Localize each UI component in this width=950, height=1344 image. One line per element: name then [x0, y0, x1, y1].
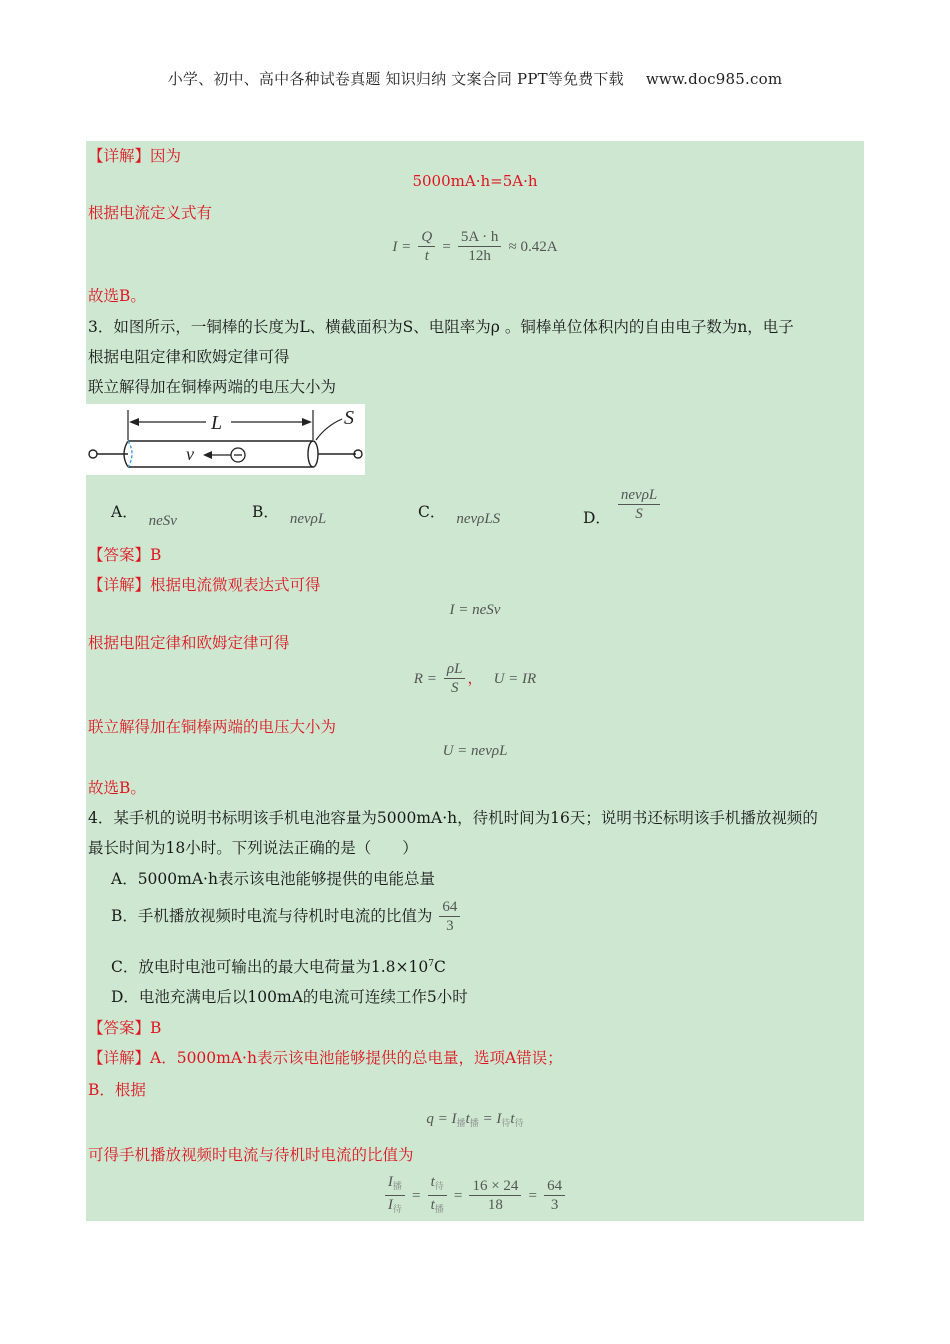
q4-eq1 [86, 1108, 864, 1129]
q4-eq2-frac-res [544, 1177, 565, 1214]
q4-option-c [111, 955, 446, 977]
q4-option-c-post: C [433, 958, 446, 976]
q4-eq2-i-top-sub: 播 [392, 1181, 402, 1191]
q3-option-b [252, 500, 327, 527]
q3-option-b-label: B． [252, 503, 279, 521]
q3-option-d-den: S [635, 506, 643, 522]
q3-option-a-expr: neSv [148, 513, 177, 529]
q4-eq2-frac-mid [469, 1177, 521, 1214]
q4-eq2-frac-i [385, 1173, 405, 1218]
q3-eq2-frac [444, 660, 466, 697]
q4-detail [88, 1046, 563, 1068]
q4-option-b-frac [439, 898, 460, 935]
q3-line2: 根据电阻定律和欧姆定律可得 [88, 348, 290, 366]
q4-eq2-t-top-sub: 待 [434, 1181, 444, 1191]
q2-frac2-num: 5A · h [458, 228, 502, 247]
q2-detail-tag: 【详解】 [88, 147, 151, 165]
q4-eq1-s3: 待 [501, 1119, 511, 1129]
q4-detail-text: A．5000mA·h表示该电池能够提供的总电量，选项A错误； [150, 1049, 563, 1067]
q4-option-c-pre: C．放电时电池可输出的最大电荷量为1.8×10 [111, 958, 429, 976]
q4-eq1-s2: 播 [469, 1119, 479, 1129]
q4-eq1-t1: t [465, 1111, 470, 1127]
q3-option-d-frac [618, 486, 660, 523]
q3-detail [88, 573, 321, 595]
q3-option-d-num: nevρL [618, 486, 660, 505]
q4-option-b-den: 3 [446, 918, 454, 934]
q3-eq1: I = neSv [449, 602, 501, 618]
q3-detail-tag: 【详解】 [88, 576, 151, 594]
q3-option-b-expr: nevρL [289, 511, 327, 527]
q4-eq2-mid-num: 16 × 24 [469, 1177, 521, 1196]
q2-frac2-den: 12h [468, 248, 491, 264]
q4-eq1-eq: = I [478, 1111, 502, 1127]
header-site: www.doc985.com [645, 70, 783, 88]
q2-frac1-num: Q [418, 228, 435, 247]
q4-eq2-t-top: t [430, 1174, 435, 1190]
q4-option-b-text: B．手机播放视频时电流与待机时电流的比值为 [111, 906, 433, 925]
q3-line3: 联立解得加在铜棒两端的电压大小为 [88, 378, 337, 396]
copper-rod-figure [86, 404, 365, 475]
q4-option-b [111, 898, 462, 935]
q3-option-a-label: A． [111, 503, 138, 521]
q4-option-b-num: 64 [439, 898, 460, 917]
q4-answer: 【答案】B [88, 1019, 162, 1037]
q4-detail-tag: 【详解】 [88, 1049, 151, 1067]
page-header [0, 68, 950, 89]
q2-eq2-eq: = [442, 239, 451, 255]
q2-detail-text: 因为 [150, 147, 182, 165]
q3-option-c-label: C． [418, 503, 446, 521]
q4-line2: 最长时间为18小时。下列说法正确的是（ ） [88, 839, 418, 857]
q4-option-a: A．5000mA·h表示该电池能够提供的电能总量 [111, 870, 435, 888]
q2-eq2-frac1 [418, 228, 435, 265]
q2-eq1: 5000mA·h=5A·h [412, 172, 538, 190]
q2-eq2-lhs: I = [392, 239, 412, 255]
q4-eq2-t-bot-sub: 播 [434, 1204, 444, 1214]
q4-option-d: D．电池充满电后以100mA的电流可连续工作5小时 [111, 988, 468, 1006]
q3-eq2-rhs: U = IR [493, 671, 537, 687]
q3-answer: 【答案】B [88, 546, 162, 564]
label-S: S [344, 407, 354, 429]
q4-line-c: 可得手机播放视频时电流与待机时电流的比值为 [88, 1146, 414, 1164]
q4-line1: 4．某手机的说明书标明该手机电池容量为5000mA·h，待机时间为16天；说明书还标明该手机播放视频的 [88, 809, 818, 827]
q3-eq3: U = nevρL [442, 743, 508, 759]
q4-eq2-mid-den: 18 [487, 1197, 503, 1213]
q2-line2: 根据电流定义式有 [88, 204, 213, 222]
q4-eq2-res-num: 64 [544, 1177, 565, 1196]
q3-line3: 联立解得加在铜棒两端的电压大小为 [88, 718, 337, 736]
q4-eq1-t2: t [510, 1111, 515, 1127]
q3-line2: 根据电阻定律和欧姆定律可得 [88, 634, 290, 652]
q3-option-a [111, 500, 177, 529]
q4-line-b: B．根据 [88, 1081, 146, 1099]
q3-eq2-sep: ， [467, 669, 483, 687]
header-text: 小学、初中、高中各种试卷真题 知识归纳 文案合同 PPT等免费下载 [167, 70, 624, 88]
q4-option-c-exp: 7 [428, 958, 434, 969]
q4-eq2-i-bot-sub: 待 [392, 1204, 402, 1214]
q3-eq2-lhs: R = [413, 671, 437, 687]
q3-choice: 故选B。 [88, 779, 146, 797]
q2-eq2-frac2 [458, 228, 502, 265]
q4-eq2-i-bot: I [387, 1197, 393, 1213]
q2-detail [88, 144, 181, 166]
q4-eq2-i-top: I [387, 1174, 393, 1190]
q2-frac1-den: t [424, 248, 429, 264]
q3-eq2 [86, 660, 864, 697]
q4-eq2: $\frac{I_播}{I_待}$ = $\frac{t_待}{t_播}$ = $\frac{16 \times 24}{18}$ = $\frac{64}{3}$ [86, 1173, 864, 1218]
q3-line1: 3．如图所示，一铜棒的长度为L、横截面积为S、电阻率为ρ 。铜棒单位体积内的自由电子数为n，电子 [88, 318, 794, 336]
q3-eq2-num: ρL [444, 660, 466, 679]
q3-option-c [418, 500, 501, 527]
q4-eq2-res-den: 3 [550, 1197, 559, 1213]
q4-eq1-s4: 待 [514, 1119, 524, 1129]
label-L: L [211, 412, 223, 434]
q4-eq2-t-bot: t [430, 1197, 435, 1213]
q4-eq2-frac-t [428, 1173, 447, 1218]
label-v: v [186, 444, 194, 464]
q3-option-d-label: D． [583, 508, 611, 527]
q2-eq2-rhs: ≈ 0.42A [508, 239, 558, 255]
q3-eq2-den: S [450, 680, 459, 696]
q2-eq2 [86, 228, 864, 265]
q4-eq1-s1: 播 [456, 1119, 466, 1129]
q3-detail-text: 根据电流微观表达式可得 [150, 576, 321, 594]
q2-choice: 故选B。 [88, 287, 146, 305]
q3-option-c-expr: nevρLS [456, 511, 501, 527]
q4-eq1-q: q = I [426, 1111, 457, 1127]
q3-option-d [583, 486, 662, 527]
